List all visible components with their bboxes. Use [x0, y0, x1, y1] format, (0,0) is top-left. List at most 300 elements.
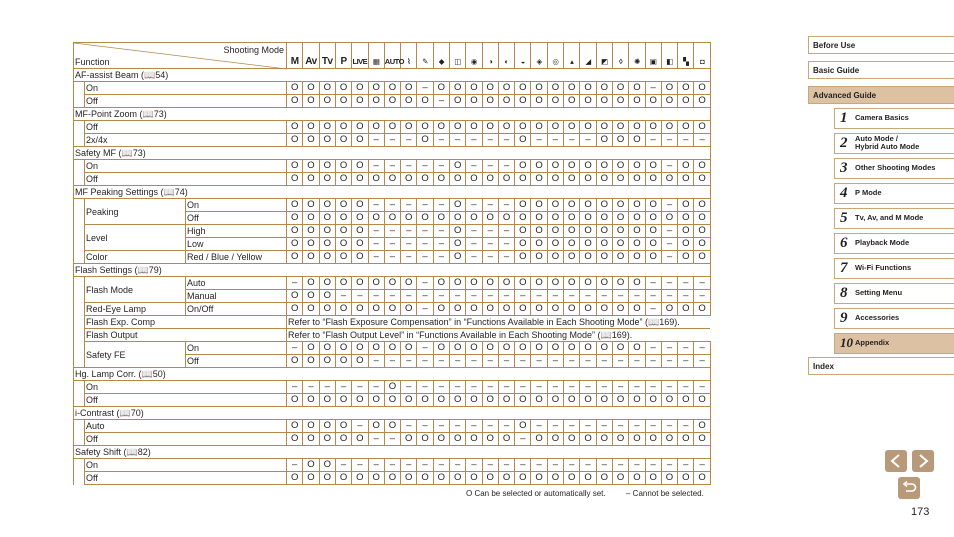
- available-mark: O: [401, 95, 417, 108]
- table-row: [74, 121, 711, 134]
- setting-label: Off: [85, 121, 287, 134]
- available-mark: O: [547, 433, 563, 446]
- available-mark: O: [384, 277, 400, 290]
- available-mark: O: [335, 134, 351, 147]
- available-mark: O: [303, 251, 319, 264]
- next-page-button[interactable]: [912, 450, 934, 472]
- available-mark: O: [678, 303, 694, 316]
- available-mark: O: [287, 225, 303, 238]
- available-mark: O: [596, 225, 612, 238]
- unavailable-mark: –: [645, 459, 661, 472]
- available-mark: O: [678, 225, 694, 238]
- available-mark: O: [612, 82, 628, 95]
- nav-chapter-3[interactable]: [834, 158, 954, 179]
- available-mark: O: [531, 121, 547, 134]
- available-mark: O: [319, 459, 335, 472]
- available-mark: O: [629, 303, 645, 316]
- nav-before-use[interactable]: Before Use: [808, 36, 954, 54]
- chapter-label: [855, 289, 902, 297]
- unavailable-mark: –: [547, 420, 563, 433]
- available-mark: O: [564, 342, 580, 355]
- available-mark: O: [384, 212, 400, 225]
- available-mark: O: [401, 433, 417, 446]
- available-mark: O: [547, 277, 563, 290]
- available-mark: O: [564, 251, 580, 264]
- table-row: [74, 69, 711, 82]
- unavailable-mark: –: [498, 459, 514, 472]
- unavailable-mark: –: [678, 277, 694, 290]
- available-mark: O: [303, 82, 319, 95]
- unavailable-mark: –: [645, 82, 661, 95]
- prev-page-button[interactable]: [885, 450, 907, 472]
- nav-basic-guide[interactable]: Basic Guide: [808, 61, 954, 79]
- available-mark: O: [694, 121, 710, 134]
- nav-chapter-7[interactable]: [834, 258, 954, 279]
- available-mark: O: [417, 433, 433, 446]
- available-mark: O: [596, 82, 612, 95]
- unavailable-mark: –: [368, 238, 384, 251]
- table-row: [74, 342, 711, 355]
- available-mark: O: [303, 95, 319, 108]
- available-mark: O: [287, 212, 303, 225]
- table-row: [74, 329, 711, 342]
- available-mark: O: [319, 394, 335, 407]
- available-mark: O: [433, 277, 449, 290]
- indent-spacer: [74, 199, 85, 212]
- unavailable-mark: –: [384, 225, 400, 238]
- function-label: Flash Mode: [85, 277, 186, 303]
- available-mark: O: [515, 277, 531, 290]
- available-mark: O: [531, 212, 547, 225]
- available-mark: O: [694, 225, 710, 238]
- unavailable-mark: –: [417, 82, 433, 95]
- available-mark: O: [612, 238, 628, 251]
- available-mark: O: [287, 251, 303, 264]
- functions-table: [73, 42, 711, 485]
- table-row: [74, 264, 711, 277]
- available-mark: O: [612, 225, 628, 238]
- unavailable-mark: –: [498, 420, 514, 433]
- available-mark: O: [515, 95, 531, 108]
- unavailable-mark: –: [694, 355, 710, 368]
- available-mark: O: [335, 238, 351, 251]
- available-mark: O: [466, 342, 482, 355]
- nav-chapter-4[interactable]: [834, 183, 954, 204]
- unavailable-mark: –: [433, 355, 449, 368]
- available-mark: O: [287, 303, 303, 316]
- available-mark: O: [433, 82, 449, 95]
- indent-spacer: [74, 316, 85, 329]
- unavailable-mark: –: [661, 251, 677, 264]
- mode-icon: P: [335, 43, 351, 69]
- unavailable-mark: –: [580, 290, 596, 303]
- unavailable-mark: –: [401, 134, 417, 147]
- function-table-area: [73, 42, 710, 485]
- unavailable-mark: –: [433, 238, 449, 251]
- available-mark: O: [612, 303, 628, 316]
- unavailable-mark: –: [287, 277, 303, 290]
- available-mark: O: [531, 303, 547, 316]
- unavailable-mark: –: [645, 303, 661, 316]
- unavailable-mark: –: [287, 381, 303, 394]
- available-mark: O: [678, 121, 694, 134]
- available-mark: O: [629, 225, 645, 238]
- chapter-number: 5: [840, 210, 848, 226]
- available-mark: O: [580, 160, 596, 173]
- available-mark: O: [287, 121, 303, 134]
- available-mark: O: [303, 342, 319, 355]
- available-mark: O: [645, 238, 661, 251]
- available-mark: O: [482, 472, 498, 485]
- available-mark: O: [596, 251, 612, 264]
- available-mark: O: [303, 420, 319, 433]
- available-mark: O: [433, 173, 449, 186]
- unavailable-mark: –: [401, 225, 417, 238]
- unavailable-mark: –: [678, 342, 694, 355]
- available-mark: O: [482, 433, 498, 446]
- available-mark: O: [612, 173, 628, 186]
- available-mark: O: [449, 199, 465, 212]
- available-mark: O: [319, 420, 335, 433]
- unavailable-mark: –: [678, 134, 694, 147]
- available-mark: O: [417, 121, 433, 134]
- available-mark: O: [645, 394, 661, 407]
- available-mark: O: [564, 82, 580, 95]
- unavailable-mark: –: [596, 381, 612, 394]
- available-mark: O: [515, 199, 531, 212]
- available-mark: O: [547, 160, 563, 173]
- section-heading: MF Peaking Settings (📖74): [74, 186, 711, 199]
- unavailable-mark: –: [466, 251, 482, 264]
- available-mark: O: [629, 238, 645, 251]
- available-mark: O: [661, 95, 677, 108]
- available-mark: O: [401, 394, 417, 407]
- indent-spacer: [74, 173, 85, 186]
- available-mark: O: [368, 121, 384, 134]
- available-mark: O: [629, 433, 645, 446]
- mode-icon: AUTO: [384, 43, 400, 69]
- table-row: [74, 446, 711, 459]
- unavailable-mark: –: [433, 251, 449, 264]
- unavailable-mark: –: [482, 238, 498, 251]
- setting-label: Off: [186, 355, 287, 368]
- unavailable-mark: –: [368, 459, 384, 472]
- indent-spacer: [74, 459, 85, 472]
- available-mark: O: [384, 303, 400, 316]
- available-mark: O: [482, 82, 498, 95]
- available-mark: O: [661, 173, 677, 186]
- sidebar-nav: [808, 36, 954, 382]
- available-mark: O: [303, 199, 319, 212]
- available-mark: O: [531, 199, 547, 212]
- function-label: Flash Output: [85, 329, 287, 342]
- available-mark: O: [629, 82, 645, 95]
- unavailable-mark: –: [498, 355, 514, 368]
- unavailable-mark: –: [384, 251, 400, 264]
- chapter-number: 9: [840, 310, 848, 326]
- unavailable-mark: –: [580, 134, 596, 147]
- setting-label: Off: [85, 394, 287, 407]
- mode-icon: ◈: [531, 43, 547, 69]
- unavailable-mark: –: [531, 290, 547, 303]
- indent-spacer: [74, 134, 85, 147]
- unavailable-mark: –: [368, 251, 384, 264]
- table-row: [74, 186, 711, 199]
- unavailable-mark: –: [319, 381, 335, 394]
- available-mark: O: [661, 303, 677, 316]
- unavailable-mark: –: [564, 420, 580, 433]
- available-mark: O: [678, 472, 694, 485]
- available-mark: O: [466, 173, 482, 186]
- available-mark: O: [515, 472, 531, 485]
- available-mark: O: [645, 433, 661, 446]
- available-mark: O: [515, 238, 531, 251]
- available-mark: O: [368, 212, 384, 225]
- available-mark: O: [564, 95, 580, 108]
- available-mark: O: [449, 173, 465, 186]
- available-mark: O: [694, 420, 710, 433]
- setting-label: Red / Blue / Yellow: [186, 251, 287, 264]
- mode-icon: ◉: [466, 43, 482, 69]
- available-mark: O: [564, 238, 580, 251]
- available-mark: O: [466, 433, 482, 446]
- available-mark: O: [335, 212, 351, 225]
- available-mark: O: [417, 394, 433, 407]
- available-mark: O: [319, 472, 335, 485]
- available-mark: O: [303, 121, 319, 134]
- available-mark: O: [596, 199, 612, 212]
- nav-chapter-1[interactable]: [834, 108, 954, 129]
- unavailable-mark: –: [449, 420, 465, 433]
- available-mark: O: [482, 212, 498, 225]
- unavailable-mark: –: [466, 355, 482, 368]
- available-mark: O: [580, 394, 596, 407]
- available-mark: O: [303, 303, 319, 316]
- available-mark: O: [694, 394, 710, 407]
- unavailable-mark: –: [417, 290, 433, 303]
- available-mark: O: [482, 394, 498, 407]
- unavailable-mark: –: [531, 420, 547, 433]
- unavailable-mark: –: [401, 459, 417, 472]
- available-mark: O: [287, 394, 303, 407]
- available-mark: O: [596, 394, 612, 407]
- unavailable-mark: –: [417, 160, 433, 173]
- setting-label: On/Off: [186, 303, 287, 316]
- chapter-label-line: Appendix: [855, 338, 890, 347]
- unavailable-mark: –: [547, 459, 563, 472]
- unavailable-mark: –: [694, 277, 710, 290]
- unavailable-mark: –: [596, 459, 612, 472]
- available-mark: O: [303, 394, 319, 407]
- available-mark: O: [384, 342, 400, 355]
- header-shooting-mode: Shooting Mode: [223, 45, 285, 55]
- chapter-number: 6: [840, 235, 848, 251]
- available-mark: O: [547, 199, 563, 212]
- nav-chapter-10[interactable]: [834, 333, 954, 354]
- available-mark: O: [531, 394, 547, 407]
- available-mark: O: [352, 160, 368, 173]
- available-mark: O: [319, 82, 335, 95]
- available-mark: O: [303, 212, 319, 225]
- unavailable-mark: –: [515, 381, 531, 394]
- available-mark: O: [352, 199, 368, 212]
- available-mark: O: [596, 472, 612, 485]
- setting-label: Low: [186, 238, 287, 251]
- unavailable-mark: –: [335, 381, 351, 394]
- available-mark: O: [629, 95, 645, 108]
- unavailable-mark: –: [515, 459, 531, 472]
- unavailable-mark: –: [401, 290, 417, 303]
- setting-label: Off: [186, 212, 287, 225]
- mode-icon: ◒: [515, 43, 531, 69]
- nav-chapter-5[interactable]: [834, 208, 954, 229]
- available-mark: O: [515, 134, 531, 147]
- unavailable-mark: –: [498, 381, 514, 394]
- available-mark: O: [319, 355, 335, 368]
- unavailable-mark: –: [645, 277, 661, 290]
- table-row: [74, 82, 711, 95]
- unavailable-mark: –: [368, 355, 384, 368]
- unavailable-mark: –: [678, 290, 694, 303]
- unavailable-mark: –: [629, 381, 645, 394]
- available-mark: O: [466, 472, 482, 485]
- available-mark: O: [678, 433, 694, 446]
- available-mark: O: [564, 160, 580, 173]
- unavailable-mark: –: [629, 290, 645, 303]
- available-mark: O: [433, 433, 449, 446]
- available-mark: O: [645, 199, 661, 212]
- chapter-label: [855, 114, 909, 122]
- mode-icon: ◧: [661, 43, 677, 69]
- unavailable-mark: –: [547, 355, 563, 368]
- available-mark: O: [564, 433, 580, 446]
- unavailable-mark: –: [564, 134, 580, 147]
- available-mark: O: [580, 199, 596, 212]
- available-mark: O: [515, 420, 531, 433]
- available-mark: O: [466, 95, 482, 108]
- available-mark: O: [287, 290, 303, 303]
- unavailable-mark: –: [661, 225, 677, 238]
- available-mark: O: [547, 251, 563, 264]
- available-mark: O: [352, 251, 368, 264]
- available-mark: O: [629, 251, 645, 264]
- table-row: [74, 173, 711, 186]
- section-heading: Safety MF (📖73): [74, 147, 711, 160]
- unavailable-mark: –: [482, 225, 498, 238]
- unavailable-mark: –: [466, 199, 482, 212]
- available-mark: O: [564, 303, 580, 316]
- available-mark: O: [694, 238, 710, 251]
- unavailable-mark: –: [433, 290, 449, 303]
- available-mark: O: [596, 160, 612, 173]
- unavailable-mark: –: [433, 134, 449, 147]
- available-mark: O: [368, 173, 384, 186]
- nav-advanced-guide[interactable]: Advanced Guide: [808, 86, 954, 104]
- available-mark: O: [661, 433, 677, 446]
- unavailable-mark: –: [449, 134, 465, 147]
- available-mark: O: [417, 173, 433, 186]
- unavailable-mark: –: [694, 134, 710, 147]
- available-mark: O: [433, 121, 449, 134]
- available-mark: O: [303, 160, 319, 173]
- available-mark: O: [352, 212, 368, 225]
- indent-spacer: [74, 290, 85, 303]
- nav-chapter-8[interactable]: [834, 283, 954, 304]
- available-mark: O: [449, 251, 465, 264]
- available-mark: O: [352, 82, 368, 95]
- available-mark: O: [498, 173, 514, 186]
- available-mark: O: [287, 160, 303, 173]
- available-mark: O: [580, 238, 596, 251]
- mode-icon: ✺: [629, 43, 645, 69]
- return-button[interactable]: [898, 477, 920, 499]
- available-mark: O: [449, 433, 465, 446]
- mode-icon: ◎: [547, 43, 563, 69]
- nav-index[interactable]: Index: [808, 357, 954, 375]
- unavailable-mark: –: [694, 290, 710, 303]
- nav-chapter-2[interactable]: [834, 133, 954, 154]
- table-row: [74, 251, 711, 264]
- arrow-left-icon: [890, 454, 902, 468]
- chapter-label: [855, 264, 911, 272]
- available-mark: O: [694, 472, 710, 485]
- available-mark: O: [303, 290, 319, 303]
- available-mark: O: [564, 173, 580, 186]
- unavailable-mark: –: [661, 277, 677, 290]
- available-mark: O: [515, 82, 531, 95]
- available-mark: O: [531, 160, 547, 173]
- available-mark: O: [498, 472, 514, 485]
- mode-icon: ✎: [417, 43, 433, 69]
- unavailable-mark: –: [368, 433, 384, 446]
- available-mark: O: [417, 212, 433, 225]
- available-mark: O: [547, 121, 563, 134]
- available-mark: O: [645, 251, 661, 264]
- available-mark: O: [498, 303, 514, 316]
- unavailable-mark: –: [498, 290, 514, 303]
- available-mark: O: [433, 472, 449, 485]
- available-mark: O: [352, 303, 368, 316]
- available-mark: O: [287, 82, 303, 95]
- available-mark: O: [449, 277, 465, 290]
- chapter-label-line: Wi-Fi Functions: [855, 263, 912, 272]
- available-mark: O: [661, 82, 677, 95]
- unavailable-mark: –: [482, 459, 498, 472]
- unavailable-mark: –: [515, 290, 531, 303]
- nav-chapter-6[interactable]: [834, 233, 954, 254]
- available-mark: O: [352, 433, 368, 446]
- available-mark: O: [612, 251, 628, 264]
- unavailable-mark: –: [482, 199, 498, 212]
- nav-chapter-9[interactable]: [834, 308, 954, 329]
- available-mark: O: [287, 433, 303, 446]
- available-mark: O: [629, 342, 645, 355]
- available-mark: O: [515, 212, 531, 225]
- setting-label: Off: [85, 433, 287, 446]
- available-mark: O: [547, 82, 563, 95]
- available-mark: O: [498, 121, 514, 134]
- unavailable-mark: –: [531, 134, 547, 147]
- available-mark: O: [319, 199, 335, 212]
- available-mark: O: [335, 251, 351, 264]
- available-mark: O: [401, 82, 417, 95]
- available-mark: O: [580, 225, 596, 238]
- unavailable-mark: –: [401, 381, 417, 394]
- available-mark: O: [612, 212, 628, 225]
- available-mark: O: [335, 199, 351, 212]
- available-mark: O: [303, 173, 319, 186]
- table-row: [74, 199, 711, 212]
